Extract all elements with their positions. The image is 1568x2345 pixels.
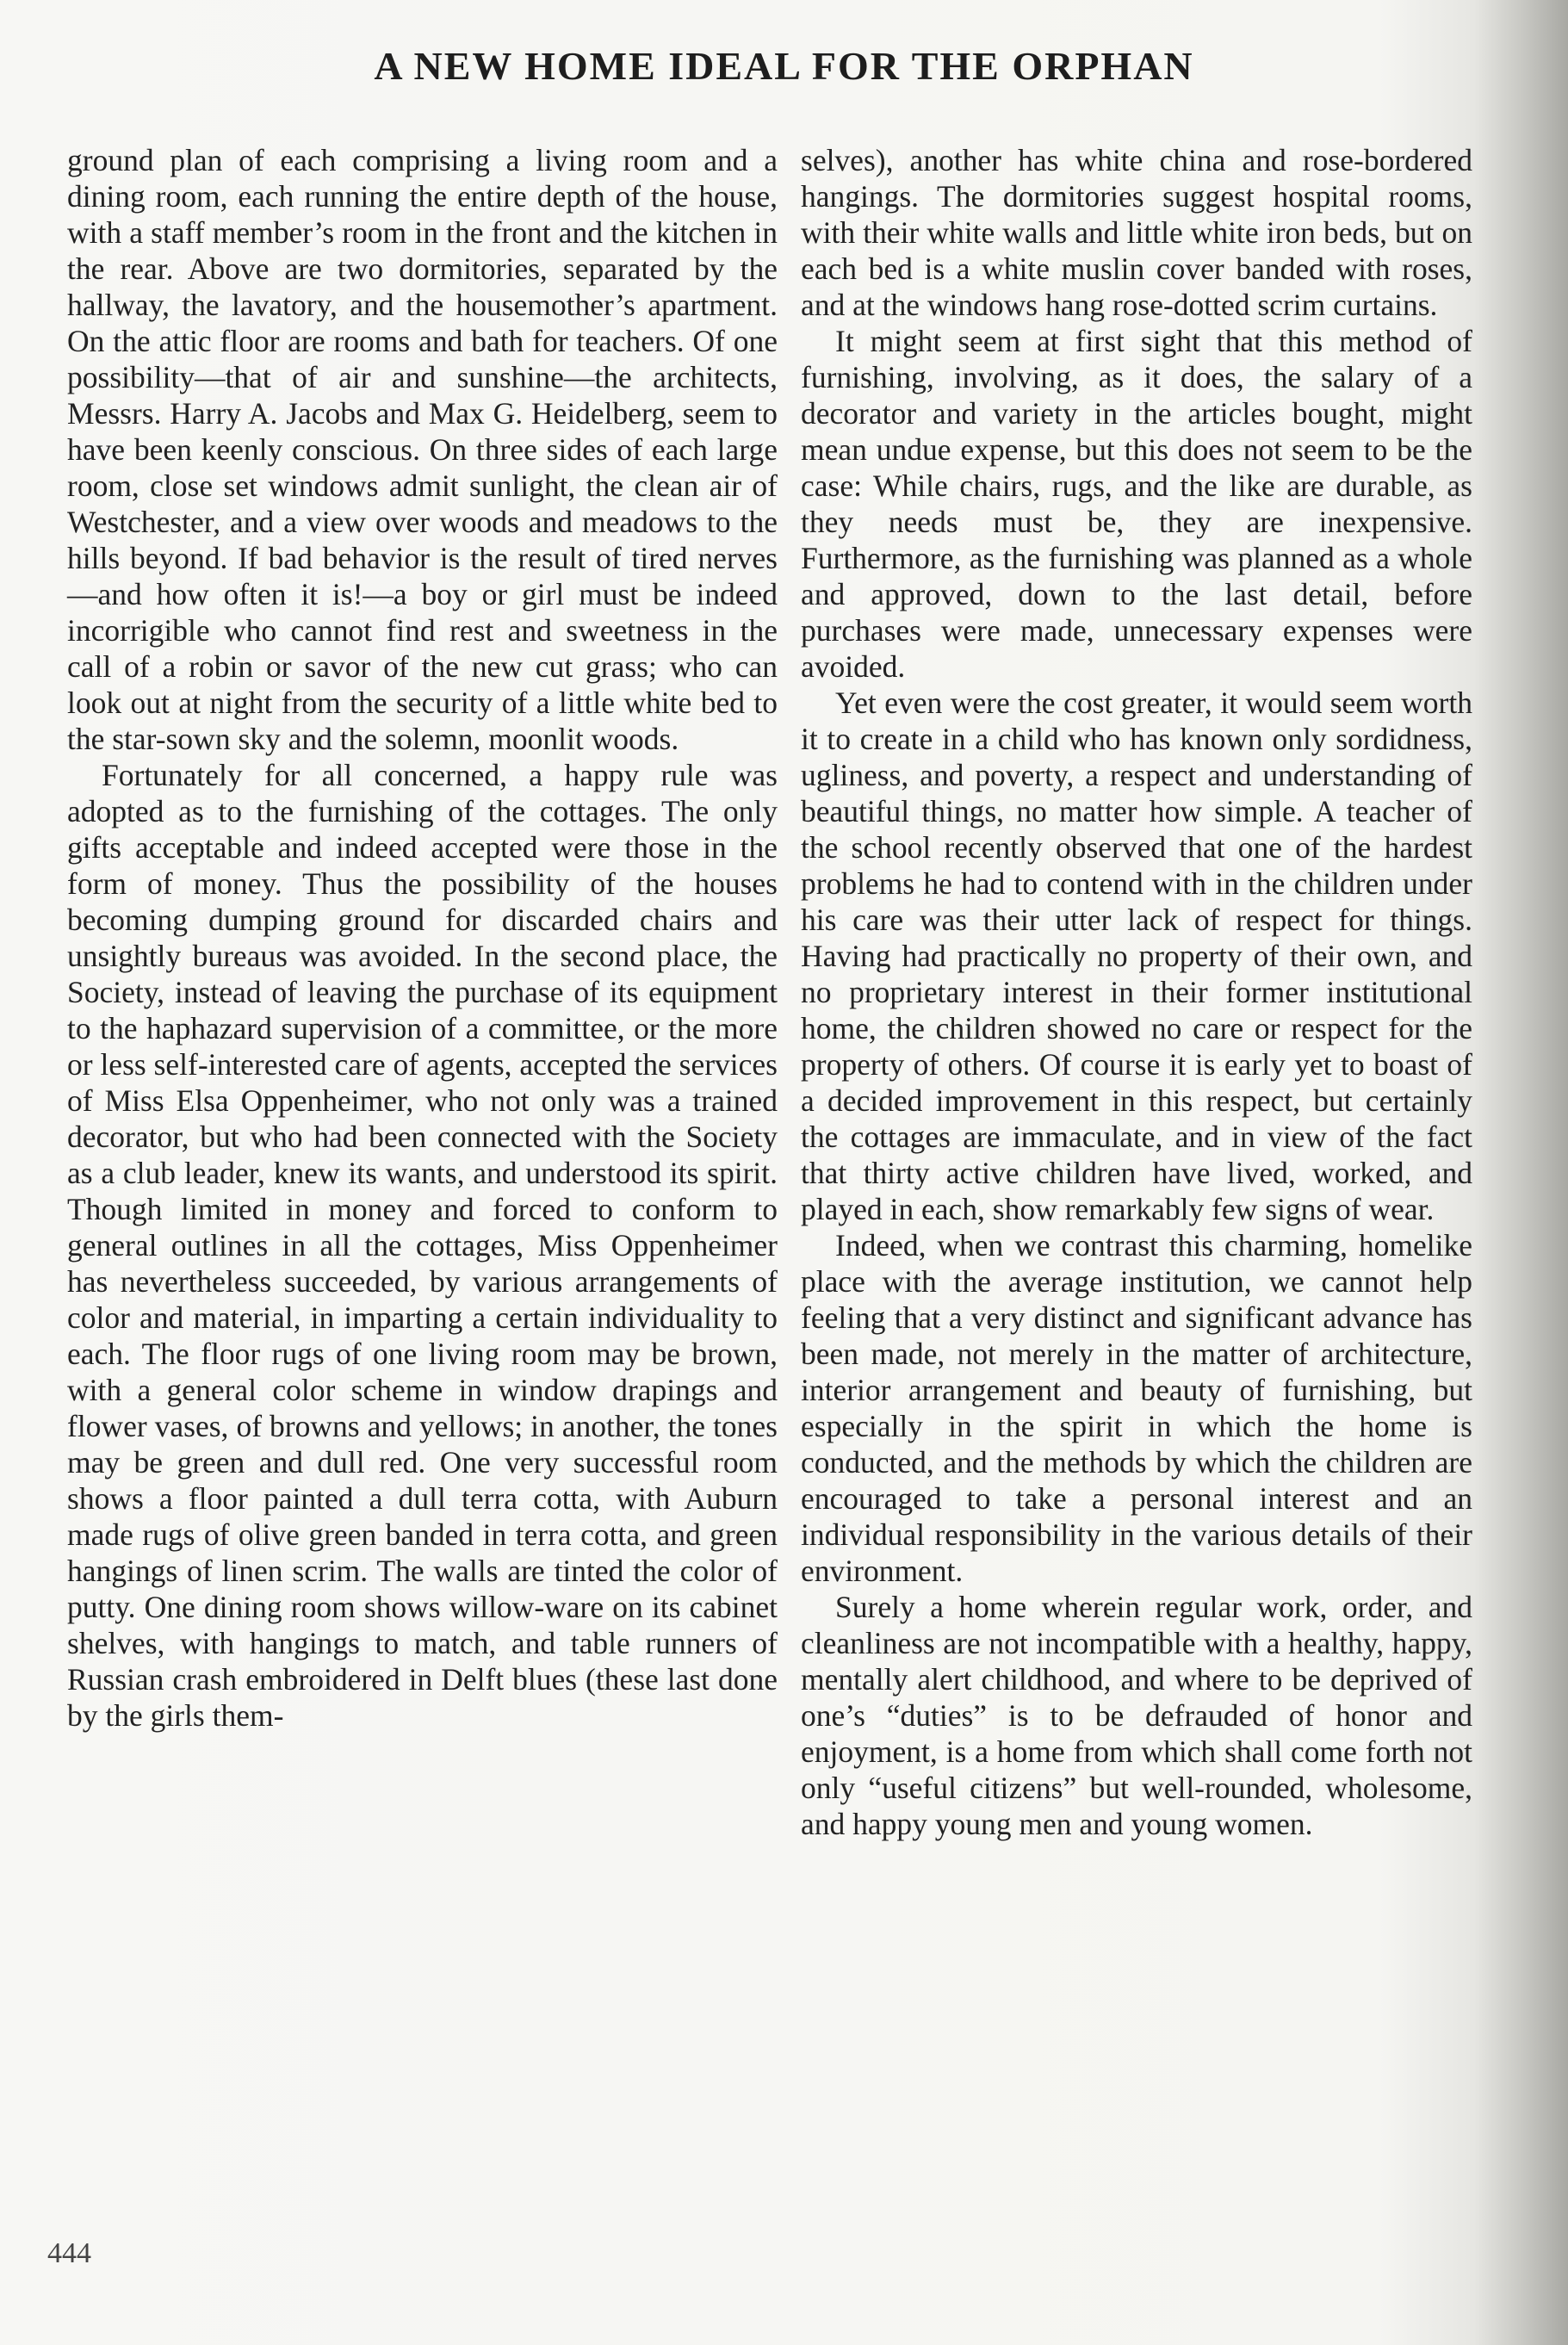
left-paragraph-2: Fortunately for all concerned, a happy rule was adopted as to the furnishing of the cottages. The only gifts acceptable and indeed accepted were those in the form of money. Thus the possibility of the houses becoming dumping ground for discarded chairs and unsightly bureaus was avoided. In the second place, the Society, instead of leaving the purchase of its equipment to the haphazard supervision of a committee, or the more or less self-interested care of agents, accepted the services of Miss Elsa Oppenheimer, who not only was a trained decorator, but who had been connected with the Society as a club leader, knew its wants, and understood its spirit. Though limited in money and forced to conform to general outlines in all the cottages, Miss Oppenheimer has nevertheless succeeded, by various arrangements of color and material, in imparting a certain individuality to each. The floor rugs of one living room may be brown, with a general color scheme in window drapings and flower vases, of browns and yellows; in another, the tones may be green and dull red. One very successful room shows a floor painted a dull terra cotta, with Auburn made rugs of olive green banded in terra cotta, and green hangings of linen scrim. The walls are tinted the color of putty. One dining room shows willow-ware on its cabinet shelves, with hangings to match, and table runners of Russian crash embroidered in Delft blues (these last done by the girls them- (67, 758, 778, 1733)
left-column (67, 142, 778, 1734)
right-paragraph-2: It might seem at first sight that this method of furnishing, involving, as it does, the salary of a decorator and variety in the articles bought, might mean undue expense, but this does not seem to be the case: While chairs, rugs, and the like are durable, as they needs must be, they are inexpensive. Furthermore, as the furnishing was planned as a whole and approved, down to the last detail, before purchases were made, unnecessary expenses were avoided. (801, 324, 1472, 684)
page-number: 444 (47, 2237, 91, 2269)
right-column (801, 142, 1472, 1842)
right-paragraph-1: selves), another has white china and rose-bordered hangings. The dormitories suggest hospital rooms, with their white walls and little white iron beds, but on each bed is a white muslin cover banded with roses, and at the windows hang rose-dotted scrim curtains. (801, 143, 1472, 322)
right-paragraph-5: Surely a home wherein regular work, order, and cleanliness are not incompatible with a healthy, happy, mentally alert childhood, and where to be deprived of one’s “duties” is to be defrauded of honor and enjoyment, is a home from which shall come forth not only “useful citizens” but well-rounded, wholesome, and happy young men and young women. (801, 1590, 1472, 1841)
left-paragraph-1: ground plan of each comprising a living room and a dining room, each running the entire depth of the house, with a staff member’s room in the front and the kitchen in the rear. Above are two dormitories, separated by the hallway, the lavatory, and the housemother’s apartment. On the attic floor are rooms and bath for teachers. Of one possibility—that of air and sunshine—the architects, Messrs. Harry A. Jacobs and Max G. Heidelberg, seem to have been keenly conscious. On three sides of each large room, close set windows admit sunlight, the clean air of Westchester, and a view over woods and meadows to the hills beyond. If bad behavior is the result of tired nerves—and how often it is!—a boy or girl must be indeed incorrigible who cannot find rest and sweetness in the call of a robin or savor of the new cut grass; who can look out at night from the security of a little white bed to the star-sown sky and the solemn, moonlit woods. (67, 143, 778, 756)
running-head: A NEW HOME IDEAL FOR THE ORPHAN (374, 44, 1194, 88)
right-paragraph-3: Yet even were the cost greater, it would seem worth it to create in a child who has known only sordidness, ugliness, and poverty, a respect and understanding of beautiful things, no matter how simple. A teacher of the school recently observed that one of the hardest problems he had to contend with in the children under his care was their utter lack of respect for things. Having had practically no property of their own, and no proprietary interest in their former institutional home, the children showed no care or respect for the property of others. Of course it is early yet to boast of a decided improvement in this respect, but certainly the cottages are immaculate, and in view of the fact that thirty active children have lived, worked, and played in each, show remarkably few signs of wear. (801, 686, 1472, 1226)
right-paragraph-4: Indeed, when we contrast this charming, homelike place with the average institution, we cannot help feeling that a very distinct and significant advance has been made, not merely in the matter of architecture, interior arrangement and beauty of furnishing, but especially in the spirit in which the home is conducted, and the methods by which the children are encouraged to take a personal interest and an individual responsibility in the various details of their environment. (801, 1228, 1472, 1588)
